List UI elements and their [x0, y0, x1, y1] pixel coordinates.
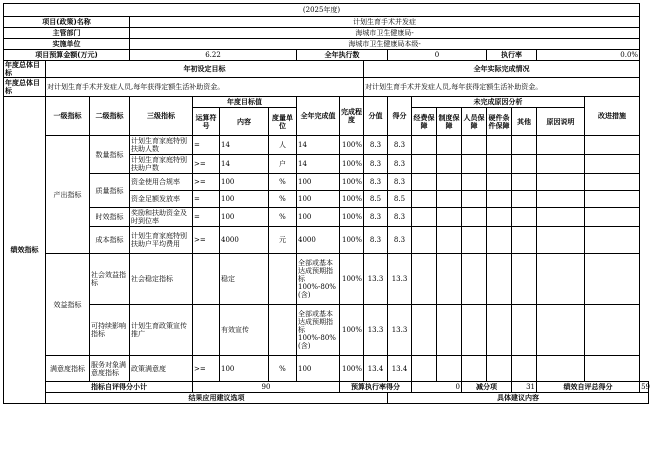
- system-guarantee-header: 制度保障: [437, 108, 462, 136]
- other-header: 其他: [512, 108, 537, 136]
- execution-rate-score-value: 0: [412, 382, 462, 393]
- table-row-level2: 成本指标: [90, 227, 130, 254]
- level1-indicator-header: 一级指标: [46, 97, 90, 136]
- satisfaction-indicator-group: 满意度指标: [46, 356, 90, 382]
- project-name-value: 计划生育手术并发症: [130, 17, 640, 28]
- overall-goal-label: 年度总体目标: [4, 61, 46, 78]
- annual-actual-header: 全年完成值: [297, 97, 340, 136]
- annual-execution-label: 全年执行数: [297, 50, 388, 61]
- table-row-degree: 100%: [340, 136, 364, 155]
- table-row-level2: 时效指标: [90, 208, 130, 227]
- performance-indicator-label: 绩效指标: [4, 97, 46, 404]
- table-row-full-score: 13.3: [364, 305, 388, 356]
- subtotal-score-label: 指标自评得分小计: [46, 382, 193, 393]
- table-row-score: 13.3: [388, 254, 412, 305]
- table-row-actual: 14: [297, 155, 340, 174]
- hardware-guarantee-header: 硬件条件保障: [487, 108, 512, 136]
- table-row-unit: %: [269, 208, 297, 227]
- table-row-unit: [269, 305, 297, 356]
- initial-goal-header: 年初设定目标: [46, 61, 364, 78]
- table-row-full-score: 13.3: [364, 254, 388, 305]
- funding-guarantee-header: 经费保障: [412, 108, 437, 136]
- table-row-operator: >=: [193, 356, 220, 382]
- table-row-operator: =: [193, 208, 220, 227]
- table-row-degree: 100%: [340, 155, 364, 174]
- table-row-degree: 100%: [340, 208, 364, 227]
- table-row-level3: 计划生育家庭特别扶助户平均费用: [130, 227, 193, 254]
- table-row-content: 100: [220, 208, 269, 227]
- table-row-score: 8.3: [388, 136, 412, 155]
- table-row-operator: >=: [193, 174, 220, 191]
- table-row-level3: 计划生育家庭特别扶助户数: [130, 155, 193, 174]
- table-row-actual: 全部或基本达成预期指标100%-80%(含): [297, 254, 340, 305]
- table-row-full-score: 8.5: [364, 191, 388, 208]
- reason-note-header: 原因说明: [537, 108, 585, 136]
- table-row-content: 100: [220, 356, 269, 382]
- total-score-value: 59: [641, 383, 650, 391]
- table-row-content: 4000: [220, 227, 269, 254]
- budget-amount-label: 项目预算金额(万元): [4, 50, 130, 61]
- table-row-operator: [193, 305, 220, 356]
- actual-completion-text: 对计划生育手术并发症人员,每年获得定额生活补助资金。: [364, 78, 640, 97]
- department-label: 主管部门: [4, 28, 130, 39]
- table-row-actual: 14: [297, 136, 340, 155]
- table-row-unit: %: [269, 356, 297, 382]
- execution-rate-label: 执行率: [487, 50, 537, 61]
- table-row-operator: [193, 254, 220, 305]
- table-row-full-score: 13.4: [364, 356, 388, 382]
- table-row-score: 13.3: [388, 305, 412, 356]
- table-row-operator: =: [193, 191, 220, 208]
- table-row-content: 14: [220, 155, 269, 174]
- department-value: 海城市卫生健康局-: [130, 28, 640, 39]
- performance-self-evaluation-sheet: [3, 3, 649, 404]
- table-row-level3: 奖励和扶助资金及时到位率: [130, 208, 193, 227]
- table-row-level2: 社会效益指标: [90, 254, 130, 305]
- table-row-content: 100: [220, 191, 269, 208]
- table-row-actual: 100: [297, 174, 340, 191]
- operator-header: 运算符号: [193, 108, 220, 136]
- table-row-content: 14: [220, 136, 269, 155]
- table-row-unit: %: [269, 191, 297, 208]
- table-row-score: 8.3: [388, 174, 412, 191]
- table-row-unit: 元: [269, 227, 297, 254]
- score-header: 得分: [388, 97, 412, 136]
- deduction-label: 减分项: [462, 382, 512, 393]
- table-row-level3: 政策满意度: [130, 356, 193, 382]
- table-row-level2: 数量指标: [90, 136, 130, 174]
- table-row-full-score: 8.3: [364, 136, 388, 155]
- execution-rate-value: 0.0%: [537, 50, 640, 61]
- total-score-label: 绩效自评总得分: [537, 382, 640, 393]
- table-row-content: 有效宣传: [220, 305, 269, 356]
- table-row-degree: 100%: [340, 191, 364, 208]
- execution-rate-score-label: 预算执行率得分: [340, 382, 412, 393]
- table-row-level2: 质量指标: [90, 174, 130, 208]
- table-row-degree: 100%: [340, 356, 364, 382]
- table-row-content: 100: [220, 174, 269, 191]
- implementer-label: 实施单位: [4, 39, 130, 50]
- table-row-level3: 资金使用合规率: [130, 174, 193, 191]
- table-row-score: 8.5: [388, 191, 412, 208]
- table-row-degree: 100%: [340, 305, 364, 356]
- report-year-title: (2025年度): [4, 4, 640, 17]
- full-score-header: 分值: [364, 97, 388, 136]
- table-row-unit: [269, 254, 297, 305]
- table-row-full-score: 8.3: [364, 227, 388, 254]
- table-row-operator: =: [193, 136, 220, 155]
- personnel-guarantee-header: 人员保障: [462, 108, 487, 136]
- project-name-label: 项目(政策)名称: [4, 17, 130, 28]
- incomplete-reason-header: 未完成原因分析: [412, 97, 585, 108]
- table-row-actual: 100: [297, 356, 340, 382]
- table-row-degree: 100%: [340, 174, 364, 191]
- completion-degree-header: 完成程度: [340, 97, 364, 136]
- table-row-score: 8.3: [388, 208, 412, 227]
- annual-target-header: 年度目标值: [193, 97, 297, 108]
- table-row-score: 8.3: [388, 227, 412, 254]
- deduction-value: 31: [512, 382, 537, 393]
- actual-completion-header: 全年实际完成情况: [364, 61, 640, 78]
- table-row-level2: 服务对象满意度指标: [90, 356, 130, 382]
- table-row-level3: 社会稳定指标: [130, 254, 193, 305]
- table-row-unit: 户: [269, 155, 297, 174]
- table-row-operator: >=: [193, 227, 220, 254]
- result-application-label: 结果应用建议选项: [46, 393, 388, 404]
- table-row-actual: 100: [297, 208, 340, 227]
- table-row-degree: 100%: [340, 254, 364, 305]
- implementer-value: 海城市卫生健康局本级-: [130, 39, 640, 50]
- table-row-level2: 可持续影响指标: [90, 305, 130, 356]
- table-row-full-score: 8.3: [364, 208, 388, 227]
- table-row-operator: >=: [193, 155, 220, 174]
- initial-goal-text: 对计划生育手术并发症人员,每年获得定额生活补助资金。: [46, 78, 364, 97]
- table-row-level3: 计划生育政策宣传推广: [130, 305, 193, 356]
- output-indicator-group: 产出指标: [46, 136, 90, 254]
- table-row-degree: 100%: [340, 227, 364, 254]
- content-header: 内容: [220, 108, 269, 136]
- table-row-full-score: 8.3: [364, 155, 388, 174]
- table-row-score: 13.4: [388, 356, 412, 382]
- table-row-score: 8.3: [388, 155, 412, 174]
- level3-indicator-header: 三级指标: [130, 97, 193, 136]
- table-row-actual: 100: [297, 191, 340, 208]
- table-row-content: 稳定: [220, 254, 269, 305]
- annual-execution-value: 0: [388, 50, 487, 61]
- improvement-header: 改进措施: [585, 97, 640, 136]
- table-row-level3: 计划生育家庭特别扶助人数: [130, 136, 193, 155]
- subtotal-score-value: 90: [193, 382, 340, 393]
- overall-goal-label: 年度总体目标: [4, 78, 46, 97]
- unit-header: 度量单位: [269, 108, 297, 136]
- level2-indicator-header: 二级指标: [90, 97, 130, 136]
- table-row-actual: 4000: [297, 227, 340, 254]
- table-row-unit: 人: [269, 136, 297, 155]
- benefit-indicator-group: 效益指标: [46, 254, 90, 356]
- budget-amount-value: 6.22: [130, 50, 297, 61]
- table-row-actual: 全部或基本达成预期指标100%-80%(含): [297, 305, 340, 356]
- table-row-level3: 资金足额发放率: [130, 191, 193, 208]
- table-row-unit: %: [269, 174, 297, 191]
- evaluation-table: [3, 3, 649, 404]
- table-row-full-score: 8.3: [364, 174, 388, 191]
- specific-suggestion-label: 具体建议内容: [388, 393, 649, 404]
